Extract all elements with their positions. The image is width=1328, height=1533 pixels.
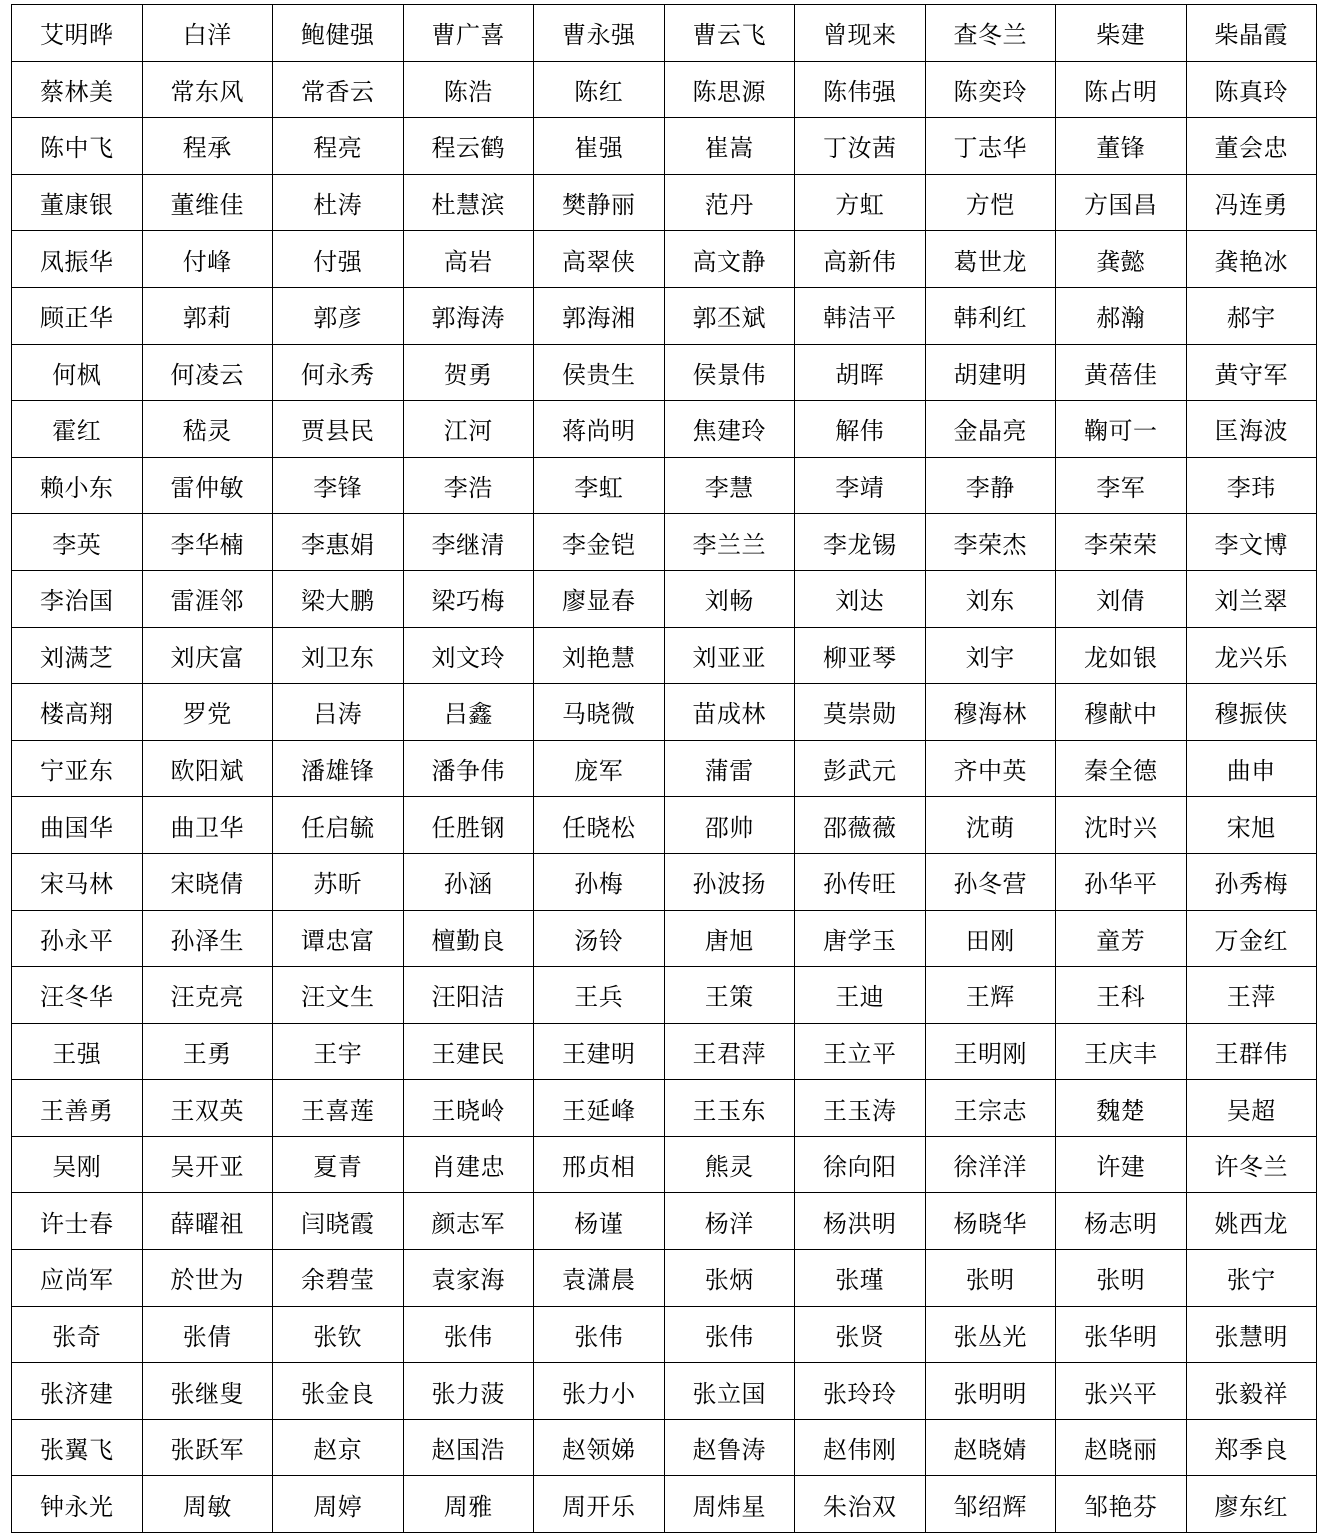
name-cell: 解伟	[795, 401, 926, 458]
name-cell: 高岩	[403, 231, 534, 288]
name-cell: 任启毓	[273, 797, 404, 854]
name-cell: 孙梅	[534, 853, 665, 910]
name-cell: 李荣荣	[1056, 514, 1187, 571]
name-cell: 张炳	[664, 1250, 795, 1307]
name-cell: 周炜星	[664, 1476, 795, 1533]
name-cell: 王晓岭	[403, 1080, 534, 1137]
table-row	[12, 627, 1317, 684]
name-cell: 曲国华	[12, 797, 143, 854]
name-cell: 潘雄锋	[273, 740, 404, 797]
name-cell: 赵晓婧	[925, 1419, 1056, 1476]
name-cell: 韩利红	[925, 287, 1056, 344]
name-cell: 王明刚	[925, 1023, 1056, 1080]
name-cell: 嵇灵	[142, 401, 273, 458]
name-cell: 付峰	[142, 231, 273, 288]
name-cell: 张毅祥	[1186, 1363, 1317, 1420]
name-cell: 唐旭	[664, 910, 795, 967]
table-row	[12, 1476, 1317, 1533]
table-row	[12, 401, 1317, 458]
name-cell: 周雅	[403, 1476, 534, 1533]
name-cell: 刘庆富	[142, 627, 273, 684]
name-cell: 王兵	[534, 967, 665, 1024]
name-cell: 陈思源	[664, 61, 795, 118]
name-cell: 王迪	[795, 967, 926, 1024]
name-cell: 肖建忠	[403, 1136, 534, 1193]
name-cell: 韩洁平	[795, 287, 926, 344]
table-row	[12, 1023, 1317, 1080]
name-cell: 王立平	[795, 1023, 926, 1080]
name-cell: 汪文生	[273, 967, 404, 1024]
table-row	[12, 457, 1317, 514]
table-row	[12, 61, 1317, 118]
name-cell: 郭丕斌	[664, 287, 795, 344]
name-cell: 唐学玉	[795, 910, 926, 967]
name-cell: 王策	[664, 967, 795, 1024]
name-cell: 胡晖	[795, 344, 926, 401]
name-cell: 穆献中	[1056, 684, 1187, 741]
name-cell: 宋旭	[1186, 797, 1317, 854]
name-cell: 苏昕	[273, 853, 404, 910]
name-cell: 李治国	[12, 570, 143, 627]
name-cell: 张翼飞	[12, 1419, 143, 1476]
name-cell: 贾县民	[273, 401, 404, 458]
names-table-body	[12, 5, 1317, 1533]
names-table	[11, 4, 1317, 1533]
name-cell: 於世为	[142, 1250, 273, 1307]
name-cell: 张济建	[12, 1363, 143, 1420]
name-cell: 常香云	[273, 61, 404, 118]
table-row	[12, 514, 1317, 571]
name-cell: 杜涛	[273, 174, 404, 231]
name-cell: 郭海湘	[534, 287, 665, 344]
name-cell: 杨洪明	[795, 1193, 926, 1250]
name-cell: 罗党	[142, 684, 273, 741]
name-cell: 张立国	[664, 1363, 795, 1420]
name-cell: 董锋	[1056, 118, 1187, 175]
name-cell: 方国昌	[1056, 174, 1187, 231]
name-cell: 汪克亮	[142, 967, 273, 1024]
name-cell: 张力小	[534, 1363, 665, 1420]
name-cell: 任胜钢	[403, 797, 534, 854]
name-cell: 龙如银	[1056, 627, 1187, 684]
name-cell: 王君萍	[664, 1023, 795, 1080]
name-cell: 李靖	[795, 457, 926, 514]
name-cell: 李文博	[1186, 514, 1317, 571]
name-cell: 龙兴乐	[1186, 627, 1317, 684]
name-cell: 曾现来	[795, 5, 926, 62]
name-cell: 田刚	[925, 910, 1056, 967]
name-cell: 曲申	[1186, 740, 1317, 797]
name-cell: 刘文玲	[403, 627, 534, 684]
name-cell: 郭莉	[142, 287, 273, 344]
name-cell: 陈伟强	[795, 61, 926, 118]
name-cell: 吴刚	[12, 1136, 143, 1193]
name-cell: 孙华平	[1056, 853, 1187, 910]
name-cell: 李慧	[664, 457, 795, 514]
name-cell: 李荣杰	[925, 514, 1056, 571]
name-cell: 王萍	[1186, 967, 1317, 1024]
name-cell: 白洋	[142, 5, 273, 62]
name-cell: 焦建玲	[664, 401, 795, 458]
name-cell: 张倩	[142, 1306, 273, 1363]
name-cell: 刘满芝	[12, 627, 143, 684]
name-cell: 王宇	[273, 1023, 404, 1080]
name-cell: 杨志明	[1056, 1193, 1187, 1250]
name-cell: 张宁	[1186, 1250, 1317, 1307]
name-cell: 邹绍辉	[925, 1476, 1056, 1533]
table-row	[12, 231, 1317, 288]
name-cell: 孙秀梅	[1186, 853, 1317, 910]
name-cell: 赵国浩	[403, 1419, 534, 1476]
table-row	[12, 287, 1317, 344]
name-cell: 郭海涛	[403, 287, 534, 344]
name-cell: 杨晓华	[925, 1193, 1056, 1250]
name-cell: 张贤	[795, 1306, 926, 1363]
name-cell: 穆海林	[925, 684, 1056, 741]
name-cell: 龚艳冰	[1186, 231, 1317, 288]
name-cell: 王玉东	[664, 1080, 795, 1137]
name-cell: 莫崇勋	[795, 684, 926, 741]
table-row	[12, 853, 1317, 910]
name-cell: 彭武元	[795, 740, 926, 797]
name-cell: 方恺	[925, 174, 1056, 231]
name-cell: 赖小东	[12, 457, 143, 514]
name-cell: 艾明晔	[12, 5, 143, 62]
name-cell: 宋马林	[12, 853, 143, 910]
name-cell: 张力菠	[403, 1363, 534, 1420]
name-cell: 李玮	[1186, 457, 1317, 514]
name-cell: 张继叟	[142, 1363, 273, 1420]
name-cell: 方虹	[795, 174, 926, 231]
name-cell: 孙冬营	[925, 853, 1056, 910]
name-cell: 曹广喜	[403, 5, 534, 62]
name-cell: 檀勤良	[403, 910, 534, 967]
name-cell: 王喜莲	[273, 1080, 404, 1137]
name-cell: 鞠可一	[1056, 401, 1187, 458]
name-cell: 郑季良	[1186, 1419, 1317, 1476]
name-cell: 齐中英	[925, 740, 1056, 797]
name-cell: 常东风	[142, 61, 273, 118]
name-cell: 李华楠	[142, 514, 273, 571]
name-cell: 黄守军	[1186, 344, 1317, 401]
name-cell: 李浩	[403, 457, 534, 514]
name-cell: 陈奕玲	[925, 61, 1056, 118]
table-row	[12, 1193, 1317, 1250]
name-cell: 李锋	[273, 457, 404, 514]
name-cell: 董会忠	[1186, 118, 1317, 175]
name-cell: 葛世龙	[925, 231, 1056, 288]
name-cell: 张瑾	[795, 1250, 926, 1307]
name-cell: 赵伟刚	[795, 1419, 926, 1476]
name-cell: 苗成林	[664, 684, 795, 741]
name-cell: 汪冬华	[12, 967, 143, 1024]
name-cell: 蒋尚明	[534, 401, 665, 458]
name-cell: 汤铃	[534, 910, 665, 967]
name-cell: 程承	[142, 118, 273, 175]
name-cell: 孙永平	[12, 910, 143, 967]
name-cell: 王延峰	[534, 1080, 665, 1137]
name-cell: 刘艳慧	[534, 627, 665, 684]
name-cell: 周开乐	[534, 1476, 665, 1533]
table-row	[12, 1363, 1317, 1420]
name-cell: 王庆丰	[1056, 1023, 1187, 1080]
name-cell: 程亮	[273, 118, 404, 175]
name-cell: 张兴平	[1056, 1363, 1187, 1420]
name-cell: 许冬兰	[1186, 1136, 1317, 1193]
name-cell: 高新伟	[795, 231, 926, 288]
name-cell: 邢贞相	[534, 1136, 665, 1193]
name-cell: 黄蓓佳	[1056, 344, 1187, 401]
name-cell: 许建	[1056, 1136, 1187, 1193]
name-cell: 许士春	[12, 1193, 143, 1250]
name-cell: 柳亚琴	[795, 627, 926, 684]
name-cell: 凤振华	[12, 231, 143, 288]
name-cell: 高翠侠	[534, 231, 665, 288]
name-cell: 陈真玲	[1186, 61, 1317, 118]
name-cell: 刘东	[925, 570, 1056, 627]
name-cell: 杨谨	[534, 1193, 665, 1250]
name-cell: 应尚军	[12, 1250, 143, 1307]
name-cell: 宋晓倩	[142, 853, 273, 910]
name-cell: 查冬兰	[925, 5, 1056, 62]
name-cell: 夏青	[273, 1136, 404, 1193]
name-cell: 王强	[12, 1023, 143, 1080]
name-cell: 赵鲁涛	[664, 1419, 795, 1476]
name-cell: 闫晓霞	[273, 1193, 404, 1250]
name-cell: 梁巧梅	[403, 570, 534, 627]
name-cell: 雷仲敏	[142, 457, 273, 514]
name-cell: 朱治双	[795, 1476, 926, 1533]
name-cell: 沈萌	[925, 797, 1056, 854]
name-cell: 付强	[273, 231, 404, 288]
name-cell: 贺勇	[403, 344, 534, 401]
table-row	[12, 1080, 1317, 1137]
name-cell: 李金铠	[534, 514, 665, 571]
name-cell: 宁亚东	[12, 740, 143, 797]
name-cell: 孙波扬	[664, 853, 795, 910]
name-cell: 孙传旺	[795, 853, 926, 910]
name-cell: 王双英	[142, 1080, 273, 1137]
name-cell: 丁志华	[925, 118, 1056, 175]
name-cell: 冯连勇	[1186, 174, 1317, 231]
name-cell: 姚西龙	[1186, 1193, 1317, 1250]
name-cell: 李继清	[403, 514, 534, 571]
name-cell: 张明明	[925, 1363, 1056, 1420]
name-cell: 龚懿	[1056, 231, 1187, 288]
name-cell: 郭彦	[273, 287, 404, 344]
name-cell: 魏楚	[1056, 1080, 1187, 1137]
name-cell: 崔嵩	[664, 118, 795, 175]
name-cell: 郝宇	[1186, 287, 1317, 344]
name-cell: 刘兰翠	[1186, 570, 1317, 627]
name-cell: 钟永光	[12, 1476, 143, 1533]
name-cell: 邹艳芬	[1056, 1476, 1187, 1533]
name-cell: 张玲玲	[795, 1363, 926, 1420]
name-cell: 胡建明	[925, 344, 1056, 401]
name-cell: 余碧莹	[273, 1250, 404, 1307]
name-cell: 张金良	[273, 1363, 404, 1420]
name-cell: 马晓微	[534, 684, 665, 741]
name-cell: 郝瀚	[1056, 287, 1187, 344]
name-cell: 陈占明	[1056, 61, 1187, 118]
name-cell: 庞军	[534, 740, 665, 797]
name-cell: 王科	[1056, 967, 1187, 1024]
name-cell: 王群伟	[1186, 1023, 1317, 1080]
name-cell: 万金红	[1186, 910, 1317, 967]
name-cell: 董康银	[12, 174, 143, 231]
name-cell: 刘倩	[1056, 570, 1187, 627]
name-cell: 蒲雷	[664, 740, 795, 797]
name-cell: 何永秀	[273, 344, 404, 401]
table-row	[12, 740, 1317, 797]
name-cell: 柴晶霞	[1186, 5, 1317, 62]
name-cell: 张明	[1056, 1250, 1187, 1307]
name-cell: 谭忠富	[273, 910, 404, 967]
name-cell: 童芳	[1056, 910, 1187, 967]
name-cell: 曲卫华	[142, 797, 273, 854]
name-cell: 高文静	[664, 231, 795, 288]
name-cell: 潘争伟	[403, 740, 534, 797]
name-cell: 王建明	[534, 1023, 665, 1080]
name-cell: 丁汝茜	[795, 118, 926, 175]
name-cell: 楼高翔	[12, 684, 143, 741]
name-cell: 侯贵生	[534, 344, 665, 401]
name-cell: 袁潇晨	[534, 1250, 665, 1307]
name-cell: 颜志军	[403, 1193, 534, 1250]
name-cell: 张伟	[403, 1306, 534, 1363]
name-cell: 李虹	[534, 457, 665, 514]
name-cell: 邵薇薇	[795, 797, 926, 854]
name-cell: 江河	[403, 401, 534, 458]
name-cell: 何凌云	[142, 344, 273, 401]
name-cell: 张明	[925, 1250, 1056, 1307]
name-cell: 李龙锡	[795, 514, 926, 571]
name-cell: 欧阳斌	[142, 740, 273, 797]
name-cell: 熊灵	[664, 1136, 795, 1193]
table-row	[12, 1419, 1317, 1476]
name-cell: 王宗志	[925, 1080, 1056, 1137]
name-cell: 鲍健强	[273, 5, 404, 62]
name-cell: 曹云飞	[664, 5, 795, 62]
name-cell: 张慧明	[1186, 1306, 1317, 1363]
name-cell: 沈时兴	[1056, 797, 1187, 854]
table-row	[12, 684, 1317, 741]
table-row	[12, 1250, 1317, 1307]
name-cell: 张伟	[664, 1306, 795, 1363]
name-cell: 樊静丽	[534, 174, 665, 231]
name-cell: 李英	[12, 514, 143, 571]
name-cell: 穆振侠	[1186, 684, 1317, 741]
name-cell: 崔强	[534, 118, 665, 175]
name-cell: 杨洋	[664, 1193, 795, 1250]
name-cell: 任晓松	[534, 797, 665, 854]
table-row	[12, 344, 1317, 401]
table-row	[12, 967, 1317, 1024]
name-cell: 廖显春	[534, 570, 665, 627]
name-cell: 曹永强	[534, 5, 665, 62]
name-cell: 张钦	[273, 1306, 404, 1363]
name-cell: 陈浩	[403, 61, 534, 118]
table-row	[12, 570, 1317, 627]
name-cell: 杜慧滨	[403, 174, 534, 231]
name-cell: 孙泽生	[142, 910, 273, 967]
name-cell: 刘达	[795, 570, 926, 627]
name-cell: 柴建	[1056, 5, 1187, 62]
name-cell: 吕鑫	[403, 684, 534, 741]
name-cell: 刘卫东	[273, 627, 404, 684]
name-cell: 匡海波	[1186, 401, 1317, 458]
name-cell: 范丹	[664, 174, 795, 231]
name-cell: 徐洋洋	[925, 1136, 1056, 1193]
table-row	[12, 1136, 1317, 1193]
name-cell: 刘畅	[664, 570, 795, 627]
name-cell: 赵领娣	[534, 1419, 665, 1476]
name-cell: 王勇	[142, 1023, 273, 1080]
name-cell: 张华明	[1056, 1306, 1187, 1363]
name-cell: 顾正华	[12, 287, 143, 344]
name-cell: 周婷	[273, 1476, 404, 1533]
name-cell: 刘亚亚	[664, 627, 795, 684]
name-cell: 陈红	[534, 61, 665, 118]
name-cell: 雷涯邻	[142, 570, 273, 627]
name-cell: 蔡林美	[12, 61, 143, 118]
name-cell: 薛曜祖	[142, 1193, 273, 1250]
name-cell: 张跃军	[142, 1419, 273, 1476]
name-cell: 赵京	[273, 1419, 404, 1476]
name-cell: 吴超	[1186, 1080, 1317, 1137]
name-cell: 霍红	[12, 401, 143, 458]
name-cell: 王建民	[403, 1023, 534, 1080]
name-cell: 孙涵	[403, 853, 534, 910]
table-row	[12, 174, 1317, 231]
table-row	[12, 797, 1317, 854]
name-cell: 徐向阳	[795, 1136, 926, 1193]
name-cell: 张奇	[12, 1306, 143, 1363]
name-cell: 董维佳	[142, 174, 273, 231]
name-cell: 李军	[1056, 457, 1187, 514]
name-cell: 李兰兰	[664, 514, 795, 571]
name-cell: 王辉	[925, 967, 1056, 1024]
name-cell: 王玉涛	[795, 1080, 926, 1137]
name-cell: 李静	[925, 457, 1056, 514]
table-row	[12, 910, 1317, 967]
name-cell: 金晶亮	[925, 401, 1056, 458]
name-cell: 李惠娟	[273, 514, 404, 571]
name-cell: 刘宇	[925, 627, 1056, 684]
name-cell: 汪阳洁	[403, 967, 534, 1024]
table-row	[12, 118, 1317, 175]
name-cell: 赵晓丽	[1056, 1419, 1187, 1476]
table-row	[12, 1306, 1317, 1363]
name-cell: 周敏	[142, 1476, 273, 1533]
name-cell: 廖东红	[1186, 1476, 1317, 1533]
name-cell: 张丛光	[925, 1306, 1056, 1363]
name-cell: 王善勇	[12, 1080, 143, 1137]
name-cell: 侯景伟	[664, 344, 795, 401]
name-cell: 吴开亚	[142, 1136, 273, 1193]
name-cell: 秦全德	[1056, 740, 1187, 797]
name-cell: 袁家海	[403, 1250, 534, 1307]
name-cell: 吕涛	[273, 684, 404, 741]
table-row	[12, 5, 1317, 62]
name-cell: 张伟	[534, 1306, 665, 1363]
name-cell: 邵帅	[664, 797, 795, 854]
name-cell: 陈中飞	[12, 118, 143, 175]
name-cell: 程云鹤	[403, 118, 534, 175]
name-cell: 梁大鹏	[273, 570, 404, 627]
name-cell: 何枫	[12, 344, 143, 401]
